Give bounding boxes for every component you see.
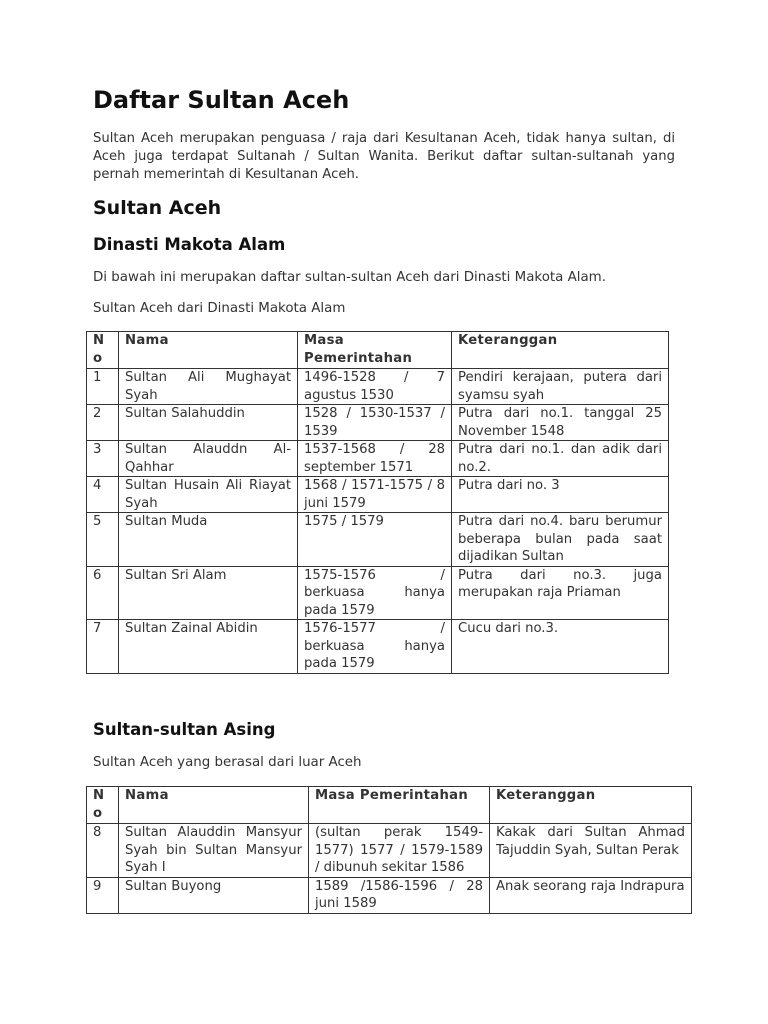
- cell-no: 2: [87, 405, 119, 441]
- subheading-sultan-asing: Sultan-sultan Asing: [93, 720, 276, 739]
- table-row: [87, 441, 669, 477]
- header-no: No: [87, 787, 119, 824]
- cell-nama: Sultan Muda: [119, 513, 298, 567]
- cell-nama: Sultan Salahuddin: [119, 405, 298, 441]
- cell-nama: Sultan Ali Mughayat Syah: [119, 369, 298, 405]
- header-keterangan: Keteranggan: [452, 332, 669, 369]
- cell-keterangan: Putra dari no.4. baru berumur beberapa bulan pada saat dijadikan Sultan: [452, 513, 669, 567]
- cell-nama: Sultan Alauddn Al-Qahhar: [119, 441, 298, 477]
- cell-keterangan: Putra dari no.1. tanggal 25 November 1548: [452, 405, 669, 441]
- cell-masa: 1568 / 1571-1575 / 8 juni 1579: [298, 477, 452, 513]
- table-row: [87, 405, 669, 441]
- table-row: [87, 620, 669, 674]
- cell-nama: Sultan Sri Alam: [119, 566, 298, 620]
- cell-masa: 1575 / 1579: [298, 513, 452, 567]
- header-nama: Nama: [119, 787, 309, 824]
- table-row: [87, 566, 669, 620]
- cell-masa: 1528 / 1530-1537 / 1539: [298, 405, 452, 441]
- table-row: [87, 824, 692, 878]
- cell-masa: 1496-1528 / 7 agustus 1530: [298, 369, 452, 405]
- cell-masa: 1537-1568 / 28 september 1571: [298, 441, 452, 477]
- cell-no: 6: [87, 566, 119, 620]
- section2-paragraph: Sultan Aceh yang berasal dari luar Aceh: [93, 755, 362, 770]
- cell-keterangan: Putra dari no.3. juga merupakan raja Priaman: [452, 566, 669, 620]
- cell-nama: Sultan Alauddin Mansyur Syah bin Sultan Mansyur Syah I: [119, 824, 309, 878]
- cell-no: 5: [87, 513, 119, 567]
- table-header-row: [87, 332, 669, 369]
- cell-no: 1: [87, 369, 119, 405]
- header-masa: Masa Pemerintahan: [309, 787, 490, 824]
- cell-masa: 1576-1577 / berkuasa hanya pada 1579: [298, 620, 452, 674]
- subheading-dinasti-makota-alam: Dinasti Makota Alam: [93, 235, 286, 254]
- header-masa: Masa Pemerintahan: [298, 332, 452, 369]
- table1-caption: Sultan Aceh dari Dinasti Makota Alam: [93, 301, 346, 316]
- cell-masa: 1575-1576 / berkuasa hanya pada 1579: [298, 566, 452, 620]
- cell-keterangan: Pendiri kerajaan, putera dari syamsu syah: [452, 369, 669, 405]
- cell-keterangan: Cucu dari no.3.: [452, 620, 669, 674]
- cell-keterangan: Kakak dari Sultan Ahmad Tajuddin Syah, Sultan Perak: [490, 824, 692, 878]
- cell-keterangan: Putra dari no.1. dan adik dari no.2.: [452, 441, 669, 477]
- cell-no: 4: [87, 477, 119, 513]
- cell-no: 8: [87, 824, 119, 878]
- intro-paragraph: Sultan Aceh merupakan penguasa / raja dari Kesultanan Aceh, tidak hanya sultan, di Aceh juga terdapat Sultanah / Sultan Wanita. Berikut daftar sultan-sultanah yang pernah memerintah di Kesultanan Aceh.: [93, 131, 675, 182]
- cell-no: 7: [87, 620, 119, 674]
- cell-nama: Sultan Zainal Abidin: [119, 620, 298, 674]
- table-row: [87, 513, 669, 567]
- table-makota-alam: [86, 331, 669, 674]
- header-keterangan: Keteranggan: [490, 787, 692, 824]
- header-nama: Nama: [119, 332, 298, 369]
- header-no: No: [87, 332, 119, 369]
- section1-paragraph: Di bawah ini merupakan daftar sultan-sultan Aceh dari Dinasti Makota Alam.: [93, 270, 606, 285]
- cell-keterangan: Putra dari no. 3: [452, 477, 669, 513]
- page-title: Daftar Sultan Aceh: [93, 86, 350, 114]
- cell-keterangan: Anak seorang raja Indrapura: [490, 877, 692, 913]
- table-row: [87, 877, 692, 913]
- table-sultan-asing: [86, 786, 692, 914]
- table-header-row: [87, 787, 692, 824]
- cell-no: 9: [87, 877, 119, 913]
- table-row: [87, 477, 669, 513]
- cell-masa: 1589 /1586-1596 / 28 juni 1589: [309, 877, 490, 913]
- cell-nama: Sultan Husain Ali Riayat Syah: [119, 477, 298, 513]
- cell-no: 3: [87, 441, 119, 477]
- cell-nama: Sultan Buyong: [119, 877, 309, 913]
- cell-masa: (sultan perak 1549-1577) 1577 / 1579-1589 / dibunuh sekitar 1586: [309, 824, 490, 878]
- section-heading-sultan-aceh: Sultan Aceh: [93, 197, 222, 219]
- table-row: [87, 369, 669, 405]
